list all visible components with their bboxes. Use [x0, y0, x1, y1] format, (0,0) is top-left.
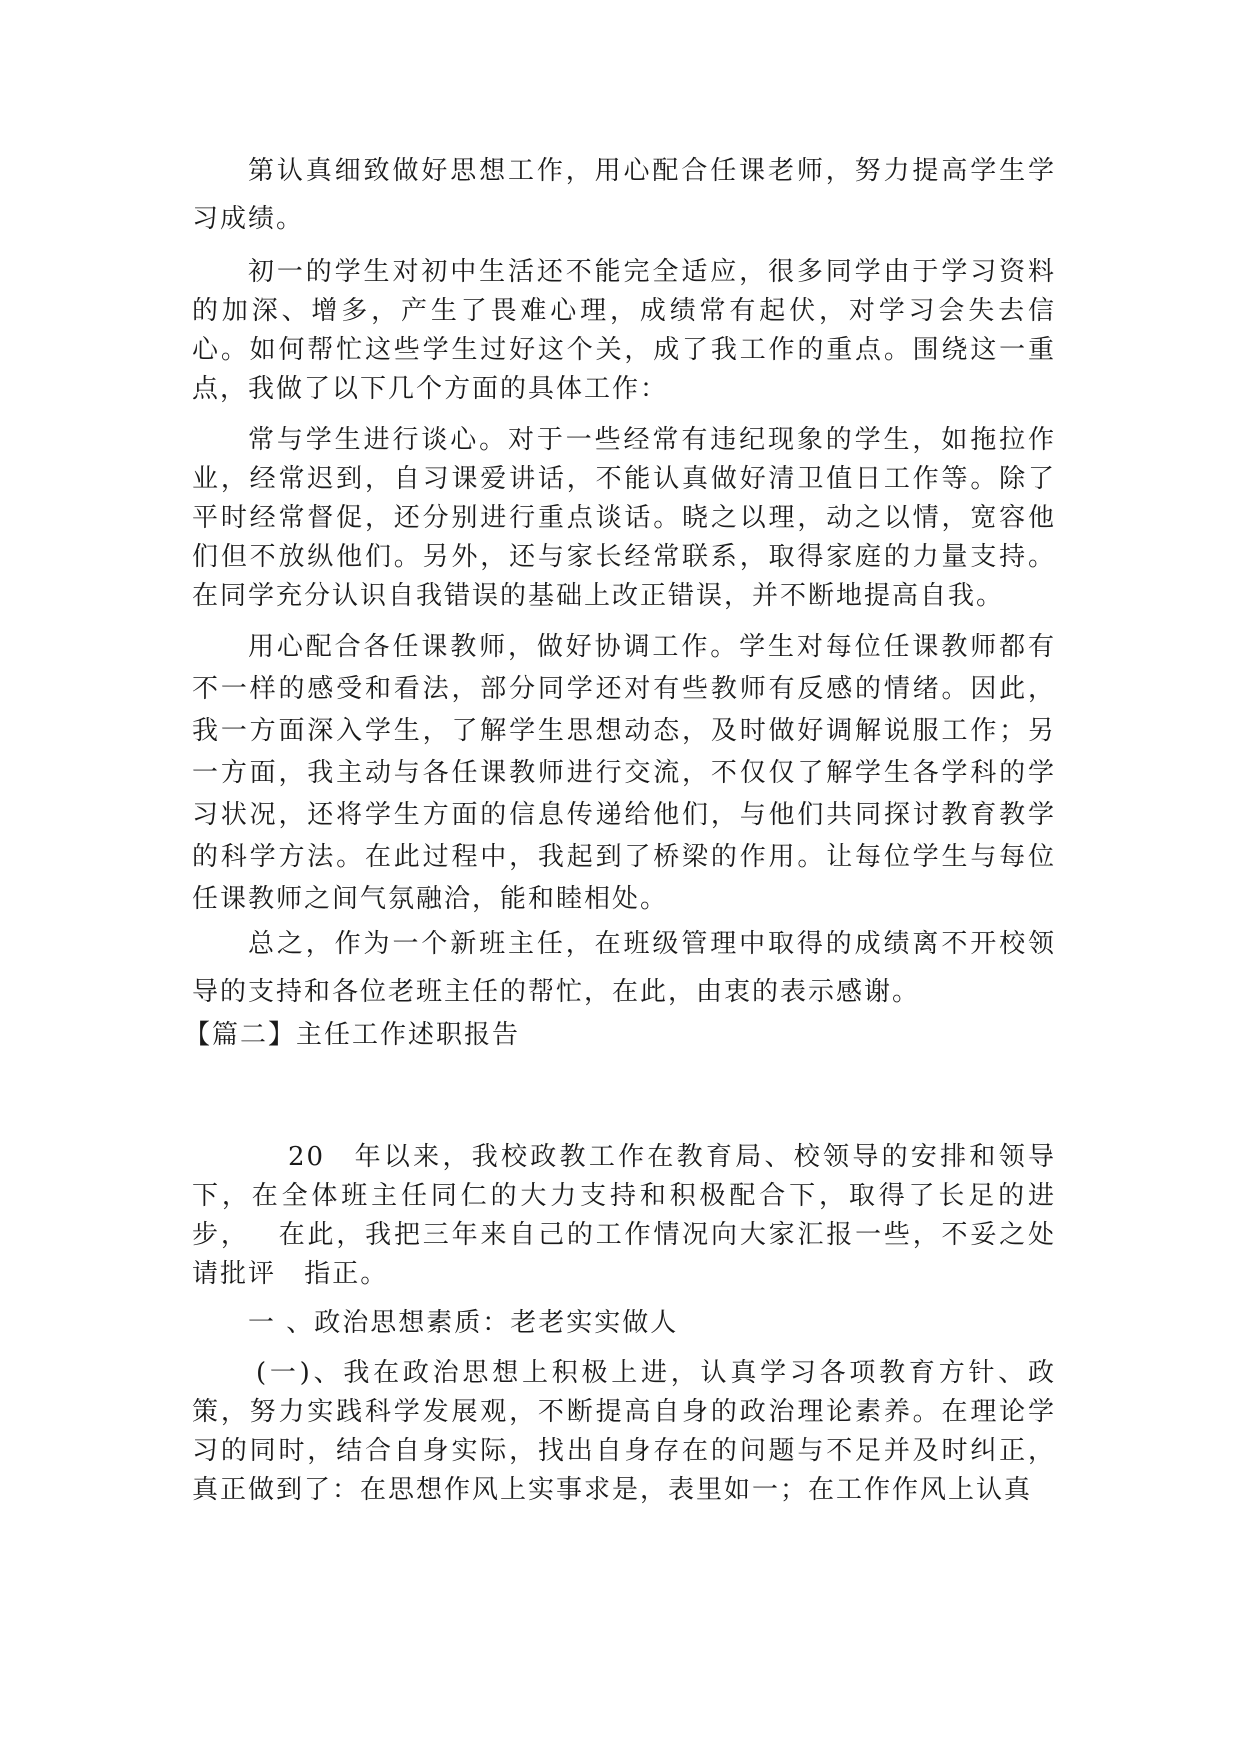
paragraph: (一)、我在政治思想上积极上进，认真学习各项教育方针、政策，努力实践科学发展观，不断提高自身的政治理论素养。在理论学习的同时，结合自身实际，找出自身存在的问题与不足并及时纠正，真正做到了：在思想作风上实事求是，表里如一；在工作作风上认真 — [192, 1358, 1056, 1505]
paragraph: 第认真细致做好思想工作，用心配合任课老师，努力提高学生学习成绩。 — [192, 156, 1056, 234]
document-body — [184, 147, 1056, 1510]
subsection-title: 一 、政治思想素质：老老实实做人 — [248, 1308, 679, 1338]
paragraph: 常与学生进行谈心。对于一些经常有违纪现象的学生，如拖拉作业，经常迟到，自习课爱讲话，不能认真做好清卫值日工作等。除了平时经常督促，还分别进行重点谈话。晓之以理，动之以情，宽容他们但不放纵他们。另外，还与家长经常联系，取得家庭的力量支持。在同学充分认识自我错误的基础上改正错误，并不断地提高自我。 — [192, 425, 1056, 611]
intro-paragraph: 20 年以来，我校政教工作在教育局、校领导的安排和领导 下，在全体班主任同仁的大力支持和积极配合下，取得了长足的进步， 在此，我把三年来自己的工作情况向大家汇报一些，不妥之处请批评 指正。 — [192, 1142, 1056, 1289]
paragraph: 初一的学生对初中生活还不能完全适应，很多同学由于学习资料的加深、增多，产生了畏难心理，成绩常有起伏，对学习会失去信心。如何帮忙这些学生过好这个关，成了我工作的重点。围绕这一重点，我做了以下几个方面的具体工作： — [192, 257, 1056, 404]
section-heading: 【篇二】主任工作述职报告 — [184, 1020, 521, 1050]
paragraph: 用心配合各任课教师，做好协调工作。学生对每位任课教师都有不一样的感受和看法，部分同学还对有些教师有反感的情绪。因此，我一方面深入学生，了解学生思想动态，及时做好调解说服工作；另一方面，我主动与各任课教师进行交流，不仅仅了解学生各学科的学习状况，还将学生方面的信息传递给他们，与他们共同探讨教育教学的科学方法。在此过程中，我起到了桥梁的作用。让每位学生与每位任课教师之间气氛融洽，能和睦相处。 — [192, 632, 1056, 914]
paragraph: 总之，作为一个新班主任，在班级管理中取得的成绩离不开校领导的支持和各位老班主任的帮忙，在此，由衷的表示感谢。 — [192, 929, 1056, 1007]
